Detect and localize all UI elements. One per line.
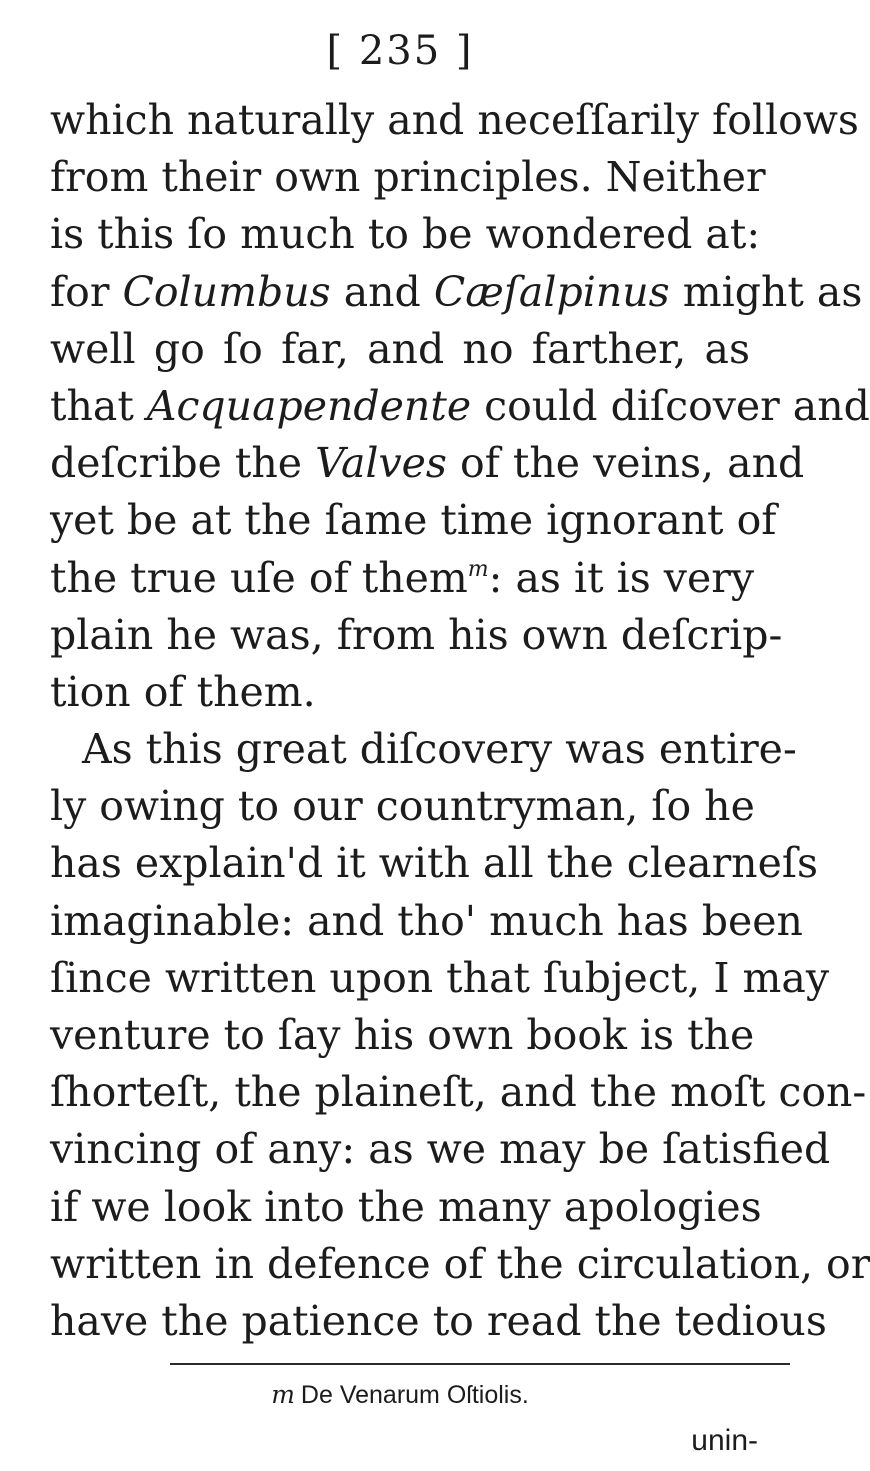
body-text xyxy=(50,92,870,1350)
text-line: plain he was, from his own deſcrip- xyxy=(50,610,783,659)
text-line: vincing of any: as we may be ſatisfied xyxy=(50,1125,831,1174)
footnote-reference[interactable]: m xyxy=(467,556,489,582)
italic-name-caesalpinus: Cæſalpinus xyxy=(433,267,670,316)
text-line: well go ſo far, and no farther, as xyxy=(50,324,750,373)
text-line: from their own principles. Neither xyxy=(50,153,766,202)
text-line: yet be at the ſame time ignorant of xyxy=(50,496,777,545)
text-line: is this ſo much to be wondered at: xyxy=(50,210,761,259)
text-line: imaginable: and tho' much has been xyxy=(50,896,803,945)
text-line: ly owing to our countryman, ſo he xyxy=(50,782,755,831)
text-line: which naturally and neceſſarily follows xyxy=(50,96,859,144)
footnote-mark: m xyxy=(271,1380,295,1409)
text-line: have the patience to read the tedious xyxy=(50,1296,827,1345)
italic-name-columbus: Columbus xyxy=(122,267,331,316)
text-line: for Columbus and Cæſalpinus might as xyxy=(50,267,863,316)
paragraph-start-line: As this great diſcovery was entire- xyxy=(82,725,797,774)
catchword: unin- xyxy=(691,1424,758,1457)
text-line: the true uſe of them$^m$: as it is very xyxy=(50,553,754,602)
text-line: written in defence of the circulation, or xyxy=(50,1239,870,1288)
text-line: has explain'd it with all the clearneſs xyxy=(50,839,819,888)
page-number-header: [ 235 ] xyxy=(326,28,474,74)
text-line: that Acquapendente could diſcover and xyxy=(50,381,870,430)
text-line: venture to ſay his own book is the xyxy=(50,1011,755,1059)
text-line: ſhorteſt, the plaineſt, and the moſt con- xyxy=(50,1068,867,1117)
italic-term-valves: Valves xyxy=(315,439,447,488)
footnote xyxy=(0,1380,800,1410)
italic-name-acquapendente: Acquapendente xyxy=(146,381,472,430)
text-line: tion of them. xyxy=(50,667,316,716)
footnote-divider xyxy=(170,1363,790,1365)
text-line: ſince written upon that ſubject, I may xyxy=(50,953,830,1002)
text-line: deſcribe the Valves of the veins, and xyxy=(50,439,805,488)
text-line: if we look into the many apologies xyxy=(50,1182,762,1231)
footnote-text: De Venarum Oſtiolis. xyxy=(300,1381,529,1409)
